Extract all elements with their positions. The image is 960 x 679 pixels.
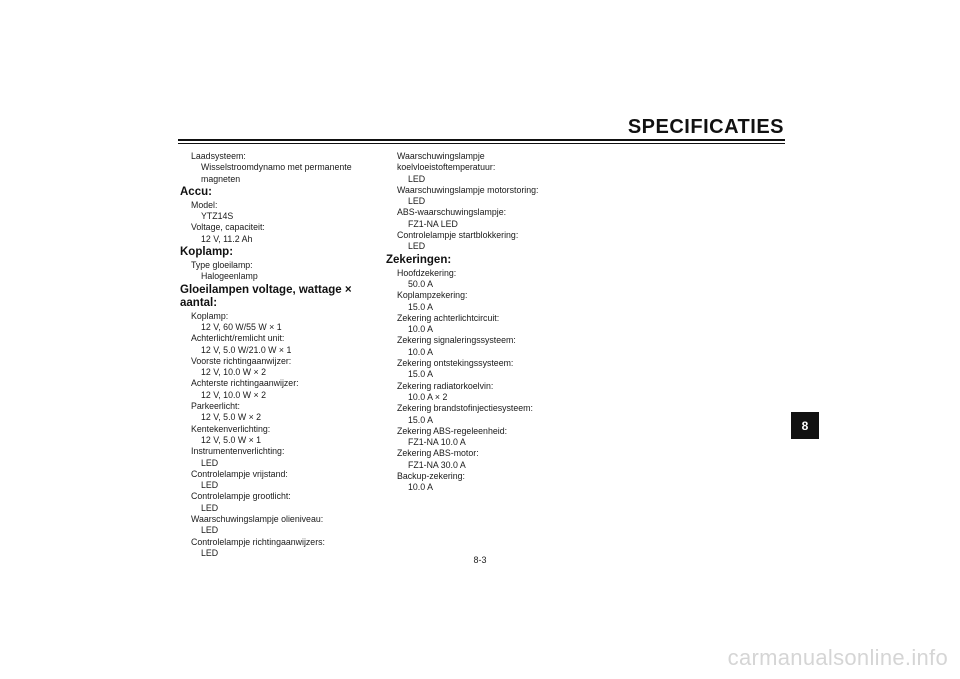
spec-value: YTZ14S (201, 211, 234, 222)
spec-label: Zekering achterlichtcircuit: (397, 312, 500, 323)
spec-label: Zekering ABS-motor: (397, 448, 479, 459)
spec-value: LED (201, 547, 219, 558)
spec-label: Zekering signaleringssysteem: (397, 335, 516, 346)
spec-label: Voorste richtingaanwijzer: (191, 355, 292, 366)
spec-value: FZ1-NA 30.0 A (408, 459, 466, 470)
spec-label: Voltage, capaciteit: (191, 222, 265, 233)
spec-value: 12 V, 10.0 W × 2 (201, 367, 266, 378)
spec-value: 50.0 A (408, 278, 433, 289)
spec-label: Instrumentenverlichting: (191, 446, 285, 457)
spec-value: LED (201, 525, 219, 536)
spec-label: Kentekenverlichting: (191, 423, 271, 434)
spec-label: Controlelampje startblokkering: (397, 230, 519, 241)
spec-label: Controlelampje vrijstand: (191, 468, 288, 479)
spec-value: LED (201, 502, 219, 513)
spec-label: Type gloeilamp: (191, 260, 253, 271)
spec-label: Koplampzekering: (397, 290, 468, 301)
spec-value: 10.0 A (408, 482, 433, 493)
section-heading: Accu: (180, 185, 212, 198)
title-rule-thick (178, 139, 785, 141)
spec-value: 12 V, 5.0 W × 2 (201, 412, 262, 423)
spec-value: 15.0 A (408, 369, 433, 380)
spec-value: LED (408, 173, 426, 184)
right-spec-column (386, 151, 586, 494)
spec-label: Zekering ontstekingssysteem: (397, 358, 514, 369)
spec-value: FZ1-NA 10.0 A (408, 437, 466, 448)
spec-label: Hoofdzekering: (397, 267, 457, 278)
spec-value: FZ1-NA LED (408, 218, 458, 229)
spec-value: Wisselstroomdynamo met permanente (201, 162, 352, 173)
spec-label: Laadsysteem: (191, 151, 246, 161)
spec-label: Waarschuwingslampje olieniveau: (191, 514, 324, 525)
spec-value: LED (201, 457, 219, 468)
spec-label: koelvloeistoftemperatuur: (397, 162, 496, 173)
spec-label: Controlelampje richtingaanwijzers: (191, 536, 325, 547)
title-rule-thin (178, 143, 785, 144)
spec-value: 15.0 A (408, 414, 433, 425)
spec-label: Koplamp: (191, 310, 229, 321)
spec-value: 12 V, 5.0 W/21.0 W × 1 (201, 344, 292, 355)
spec-value: 12 V, 60 W/55 W × 1 (201, 321, 282, 332)
spec-label: ABS-waarschuwingslampje: (397, 207, 507, 218)
spec-value: 12 V, 11.2 Ah (201, 233, 253, 244)
spec-value: Halogeenlamp (201, 271, 258, 282)
section-heading: Koplamp: (180, 246, 234, 259)
spec-label: Waarschuwingslampje (397, 151, 485, 161)
spec-label: Achterste richtingaanwijzer: (191, 378, 299, 389)
spec-value: 10.0 A (408, 324, 433, 335)
section-heading: Gloeilampen voltage, wattage × aantal: (180, 283, 352, 309)
page-number: 8-3 (473, 555, 487, 565)
spec-value: 10.0 A × 2 (408, 391, 448, 402)
left-spec-column (180, 151, 375, 559)
spec-value: 12 V, 10.0 W × 2 (201, 389, 266, 400)
spec-value: magneten (201, 173, 241, 184)
spec-label: Zekering brandstofinjectiesysteem: (397, 403, 533, 414)
chapter-tab[interactable]: 8 (791, 412, 819, 439)
section-heading: Zekeringen: (386, 253, 452, 266)
spec-value: LED (408, 196, 426, 207)
page-title: SPECIFICATIES (627, 116, 784, 138)
spec-value: LED (201, 480, 219, 491)
spec-label: Zekering radiatorkoelvin: (397, 380, 494, 391)
spec-label: Waarschuwingslampje motorstoring: (397, 184, 539, 195)
spec-value: 10.0 A (408, 346, 433, 357)
spec-value: 12 V, 5.0 W × 1 (201, 434, 262, 445)
spec-label: Parkeerlicht: (191, 401, 240, 412)
spec-value: LED (408, 241, 426, 252)
spec-label: Backup-zekering: (397, 471, 465, 482)
spec-label: Achterlicht/remlicht unit: (191, 333, 285, 344)
spec-value: 15.0 A (408, 301, 433, 312)
watermark: carmanualsonline.info (727, 645, 948, 670)
spec-label: Model: (191, 199, 218, 210)
spec-label: Zekering ABS-regeleenheid: (397, 425, 508, 436)
spec-label: Controlelampje grootlicht: (191, 491, 291, 502)
